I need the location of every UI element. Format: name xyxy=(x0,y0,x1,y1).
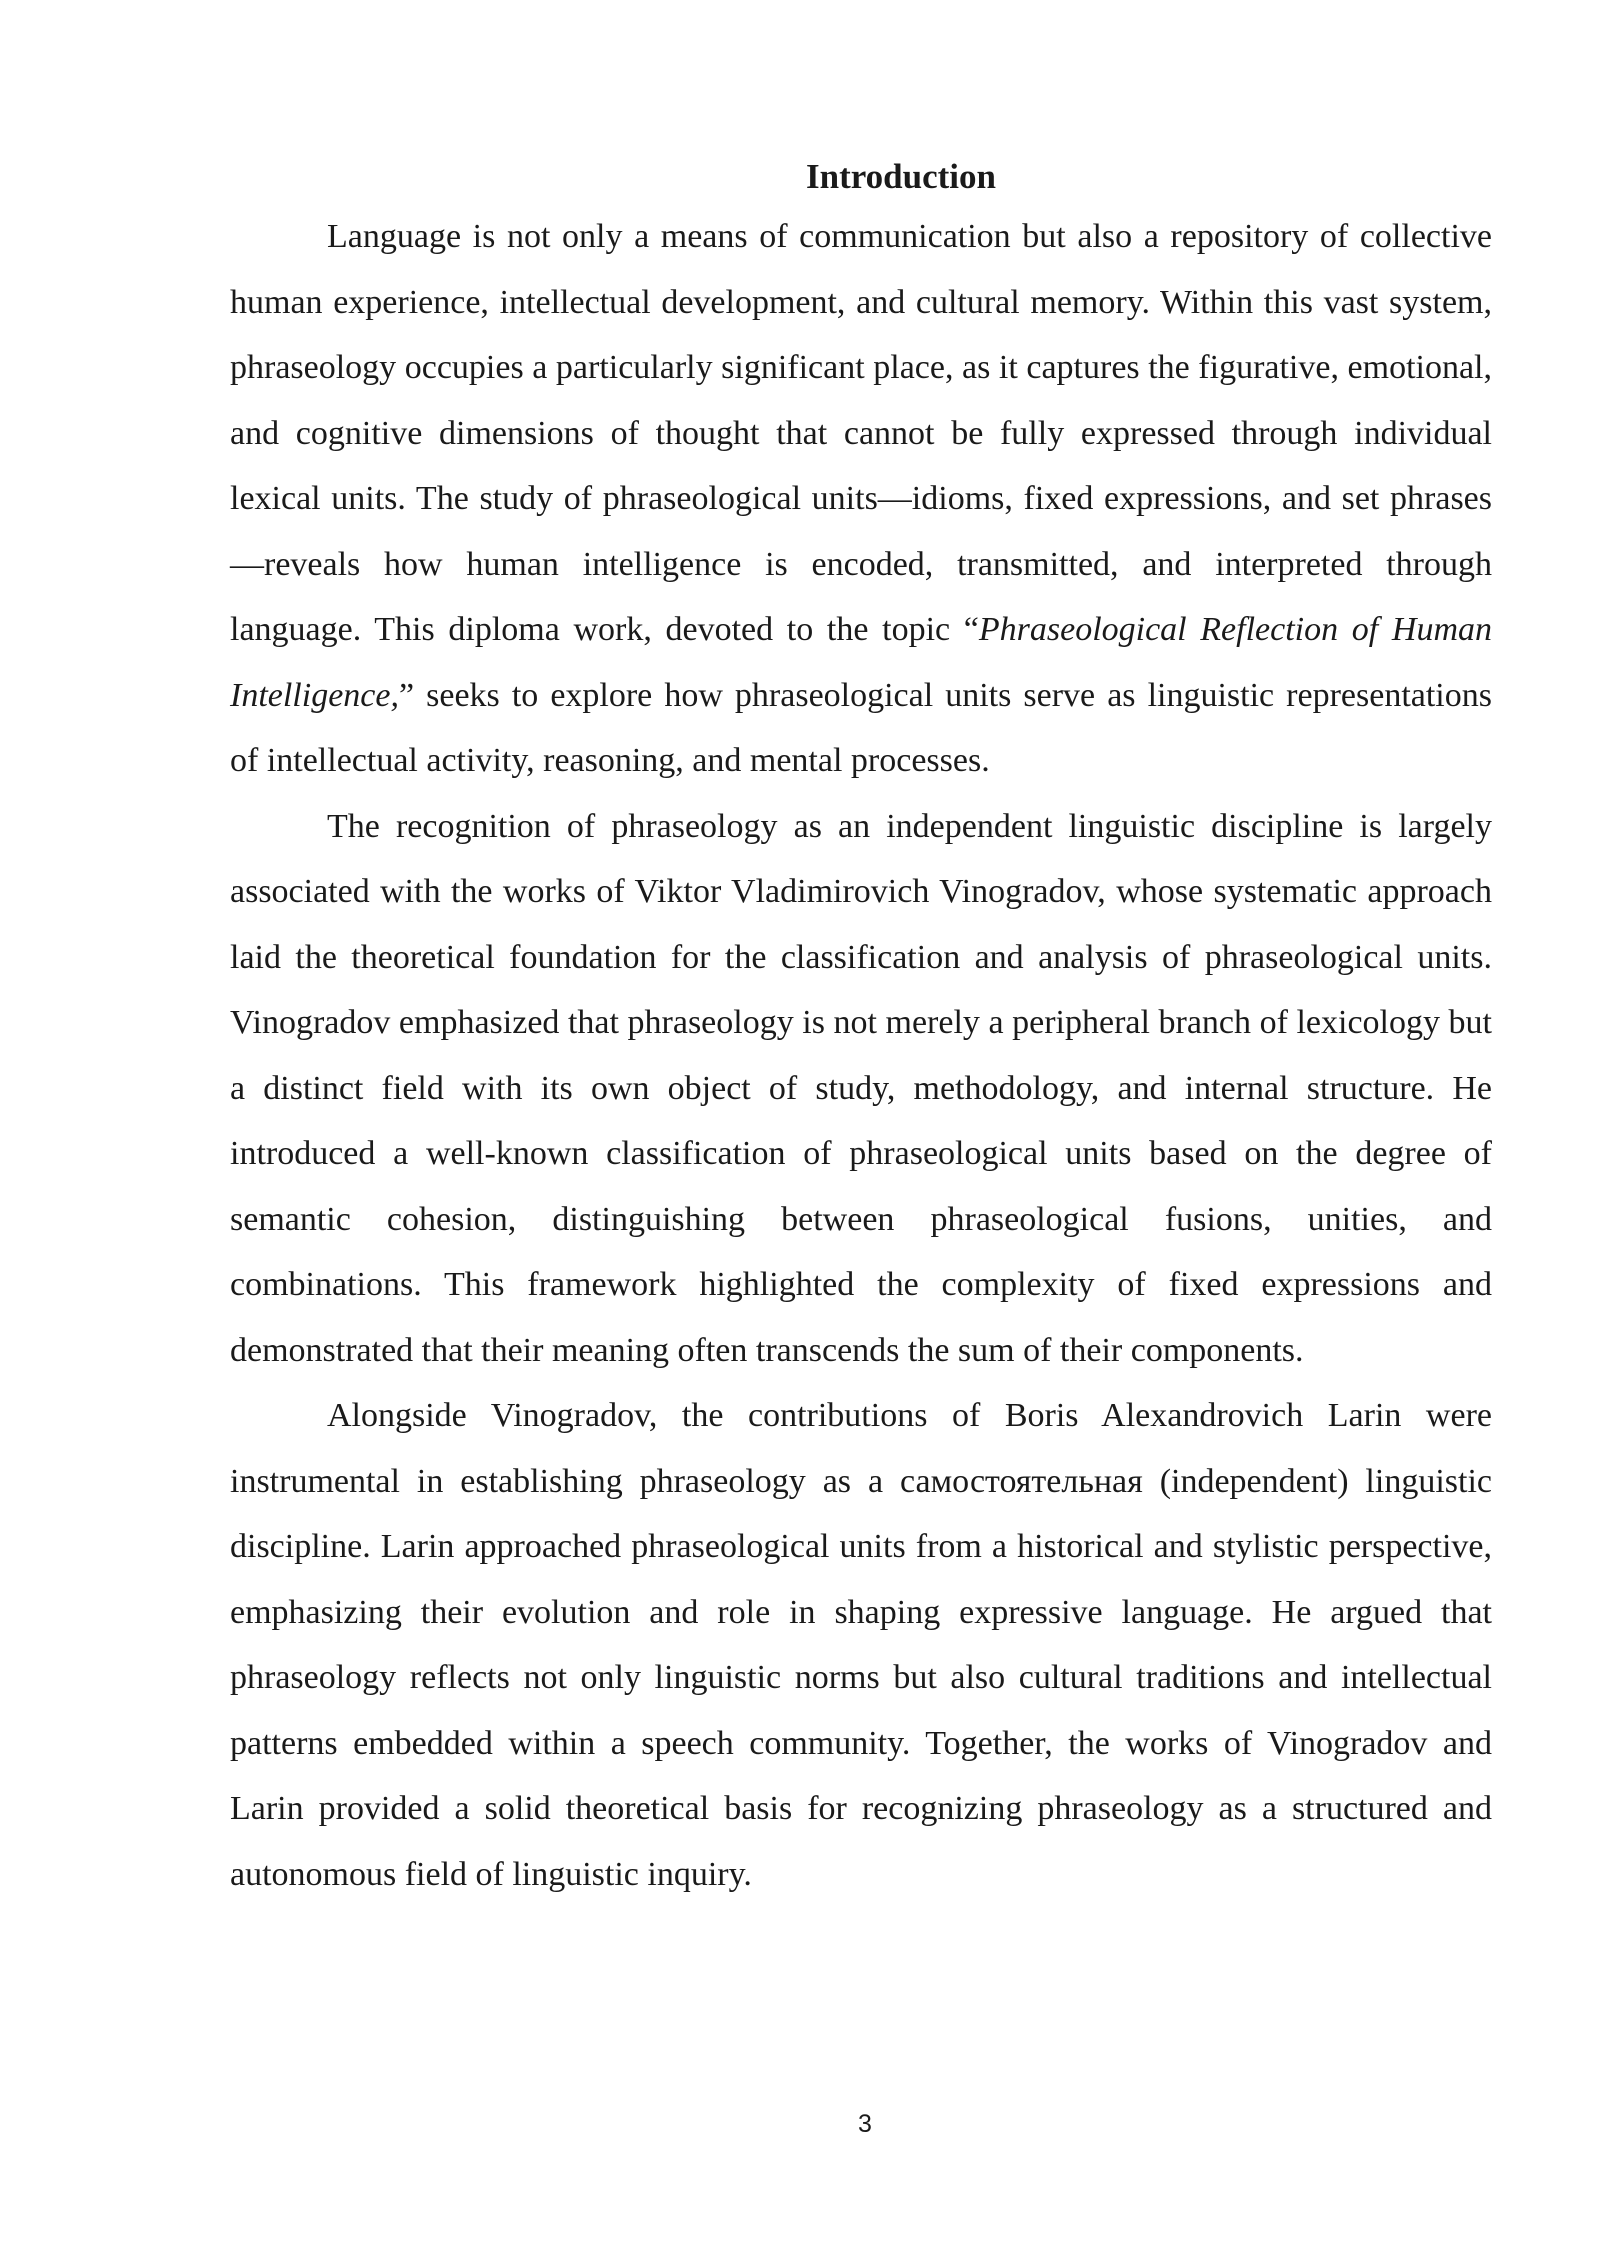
paragraph-1-text-start: Language is not only a means of communication but also a repository of collective human experience, intellectual development, and cultural memory. Within this vast system, phraseology occupies a particularly significant place, as it captures the figurative, emotional, and cognitive dimensions of thought that cannot be fully expressed through individual lexical units. The study of phraseological units—idioms, fixed expressions, and set phrases—reveals how human intelligence is encoded, transmitted, and interpreted through language. This diploma work, devoted to the topic “ xyxy=(230,218,1492,648)
section-heading: Introduction xyxy=(806,157,996,196)
page-body xyxy=(230,150,1492,1907)
paragraph-1-text-end: ” seeks to explore how phraseological units serve as linguistic representations of intellectual activity, reasoning, and mental processes. xyxy=(230,676,1492,779)
page-number: 3 xyxy=(858,2110,872,2138)
paragraph-3: Alongside Vinogradov, the contributions of Boris Alexandrovich Larin were instrumental in establishing phraseology as a самостоятельная (independent) linguistic discipline. Larin approached phraseological units from a historical and stylistic perspective, emphasizing their evolution and role in shaping expressive language. He argued that phraseology reflects not only linguistic norms but also cultural traditions and intellectual patterns embedded within a speech community. Together, the works of Vinogradov and Larin provided a solid theoretical basis for recognizing phraseology as a structured and autonomous field of linguistic inquiry. xyxy=(230,1397,1492,1893)
paragraph-1 xyxy=(230,204,1492,794)
paragraph-1-topic-title: Phraseological Reflection of Human Intelligence, xyxy=(230,611,1493,714)
paragraph-2: The recognition of phraseology as an independent linguistic discipline is largely associated with the works of Viktor Vladimirovich Vinogradov, whose systematic approach laid the theoretical foundation for the classification and analysis of phraseological units. Vinogradov emphasized that phraseology is not merely a peripheral branch of lexicology but a distinct field with its own object of study, methodology, and internal structure. He introduced a well-known classification of phraseological units based on the degree of semantic cohesion, distinguishing between phraseological fusions, unities, and combinations. This framework highlighted the complexity of fixed expressions and demonstrated that their meaning often transcends the sum of their components. xyxy=(230,807,1492,1369)
